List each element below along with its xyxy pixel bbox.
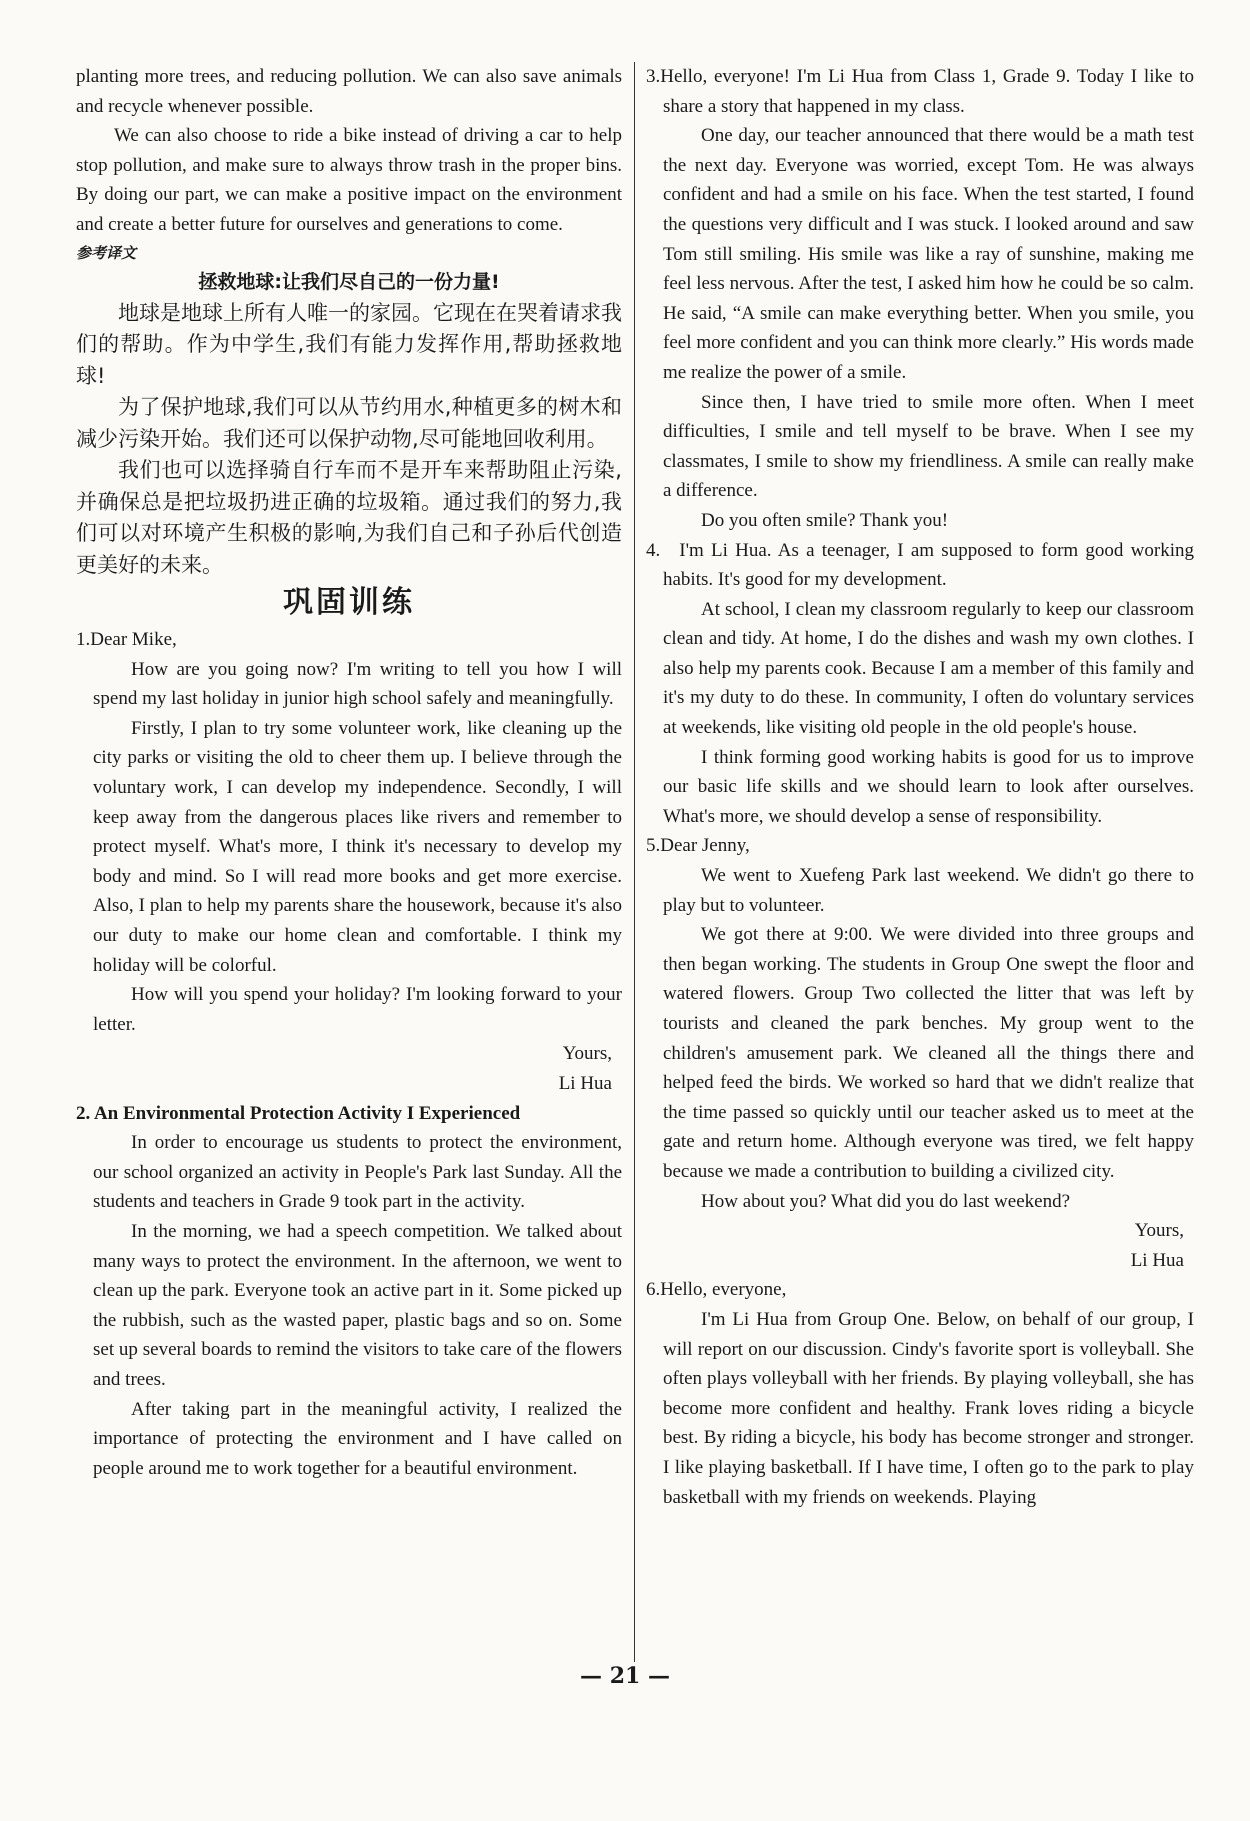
essay-3-intro: 3.Hello, everyone! I'm Li Hua from Class 1, Grade 9. Today I like to share a story that happened in my class. [646, 66, 1194, 117]
left-column [76, 62, 622, 1483]
reference-translation-label: 参考译文 [76, 243, 137, 262]
translation-paragraph: 我们也可以选择骑自行车而不是开车来帮助阻止污染,并确保总是把垃圾扔进正确的垃圾箱。通过我们的努力,我们可以对环境产生积极的影响,为我们自己和子孙后代创造更美好的未来。 [76, 458, 622, 577]
translation-paragraph: 为了保护地球,我们可以从节约用水,种植更多的树木和减少污染开始。我们还可以保护动物,尽可能地回收利用。 [76, 395, 622, 451]
essay-paragraph: Do you often smile? Thank you! [701, 509, 949, 531]
essay-paragraph: I think forming good working habits is good for us to improve our basic life skills and we should learn to look after ourselves. What's more, we should develop a sense of responsibility. [663, 746, 1194, 827]
letter-signature: Li Hua [1130, 1249, 1184, 1271]
essay-6-greeting: 6.Hello, everyone, [646, 1279, 787, 1301]
essay-paragraph: In the morning, we had a speech competition. We talked about many ways to protect the environment. In the afternoon, we went to clean up the park. Everyone took an active part in it. Some picked up the rubbish, such as the wasted paper, plastic bags and so on. Some set up several boards to remind the visitors to take care of the flowers and trees. [93, 1220, 622, 1390]
page-number: — 21 — [580, 1663, 670, 1689]
column-divider [634, 62, 635, 1662]
translation-title: 拯救地球:让我们尽自己的一份力量! [198, 270, 500, 293]
essay-paragraph: One day, our teacher announced that there would be a math test the next day. Everyone was worried, except Tom. He was always confident and had a smile on his face. When the test started, I found the questions very difficult and I was stuck. I looked around and saw Tom still smiling. His smile was like a ray of sunshine, making me feel less nervous. After the test, I asked him how he could be so calm. He said, “A smile can make everything better. When you smile, you feel more confident and you can think more clearly.” His words made me realize the power of a smile. [663, 125, 1194, 383]
section-title: 巩固训练 [283, 585, 415, 621]
translation-paragraph: 地球是地球上所有人唯一的家园。它现在在哭着请求我们的帮助。作为中学生,我们有能力发挥作用,帮助拯救地球! [76, 300, 622, 388]
right-column [646, 62, 1194, 1512]
essay-4-intro: 4. I'm Li Hua. As a teenager, I am supposed to form good working habits. It's good for my development. [646, 539, 1194, 591]
essay-paragraph: At school, I clean my classroom regularly to keep our classroom clean and tidy. At home, I do the dishes and wash my own clothes. I also help my parents cook. Because I am a member of this family and it's my duty to do these. In community, I often do voluntary services at weekends, like visiting old people in the old people's house. [663, 598, 1194, 739]
essay-1-greeting: 1.Dear Mike, [76, 629, 177, 651]
essay-paragraph: How are you going now? I'm writing to tell you how I will spend my last holiday in junior high school safely and meaningfully. [93, 658, 622, 710]
essay-paragraph: Firstly, I plan to try some volunteer work, like cleaning up the city parks or visiting the old to cheer them up. I believe through the voluntary work, I can develop my independence. Secondly, I will keep away from the dangerous places like rivers and remember to protect myself. What's more, I think it's necessary to develop my body and mind. So I will read more books and get more exercise. Also, I plan to help my parents share the housework, because it's also our duty to make our home clean and comfortable. I think my holiday will be colorful. [93, 717, 622, 976]
essay-paragraph: I'm Li Hua from Group One. Below, on behalf of our group, I will report on our discussion. Cindy's favorite sport is volleyball. She often plays volleyball with her friends. By playing volleyball, she has become more confident and healthy. Frank loves riding a bicycle best. By riding a bicycle, his body has become stronger and stronger. I like playing basketball. If I have time, I often go to the park to play basketball with my friends on weekends. Playing [663, 1308, 1194, 1508]
letter-closing: Yours, [562, 1043, 612, 1065]
essay-paragraph: After taking part in the meaningful activity, I realized the importance of protecting the environment and I have called on people around me to work together for a beautiful environment. [93, 1398, 622, 1479]
essay-paragraph: In order to encourage us students to protect the environment, our school organized an activity in People's Park last Sunday. All the students and teachers in Grade 9 took part in the activity. [93, 1132, 622, 1213]
essay-paragraph: We went to Xuefeng Park last weekend. We didn't go there to play but to volunteer. [663, 865, 1194, 916]
letter-signature: Li Hua [558, 1072, 612, 1094]
essay-paragraph: How will you spend your holiday? I'm looking forward to your letter. [93, 984, 622, 1035]
essay-5-greeting: 5.Dear Jenny, [646, 835, 750, 857]
essay-paragraph: Since then, I have tried to smile more often. When I meet difficulties, I smile and tell myself to be brave. When I see my classmates, I smile to show my friendliness. A smile can really make a difference. [663, 391, 1194, 502]
essay-paragraph: How about you? What did you do last weekend? [701, 1190, 1071, 1212]
essay-paragraph: We can also choose to ride a bike instead of driving a car to help stop pollution, and make sure to always throw trash in the proper bins. By doing our part, we can make a positive impact on the environment and create a better future for ourselves and generations to come. [76, 125, 622, 235]
essay-paragraph: planting more trees, and reducing pollution. We can also save animals and recycle whenever possible. [76, 66, 622, 117]
letter-closing: Yours, [1134, 1220, 1184, 1242]
essay-2-title: 2. An Environmental Protection Activity I Experienced [76, 1102, 521, 1124]
essay-paragraph: We got there at 9:00. We were divided into three groups and then began working. The students in Group One swept the floor and watered flowers. Group Two collected the litter that was left by tourists and cleaned the park benches. My group went to the children's amusement park. We cleaned all the things there and helped feed the birds. We worked so hard that we didn't realize that the time passed so quickly until our teacher asked us to meet at the gate and return home. Although everyone was tired, we felt happy because we made a contribution to building a civilized city. [663, 924, 1194, 1182]
